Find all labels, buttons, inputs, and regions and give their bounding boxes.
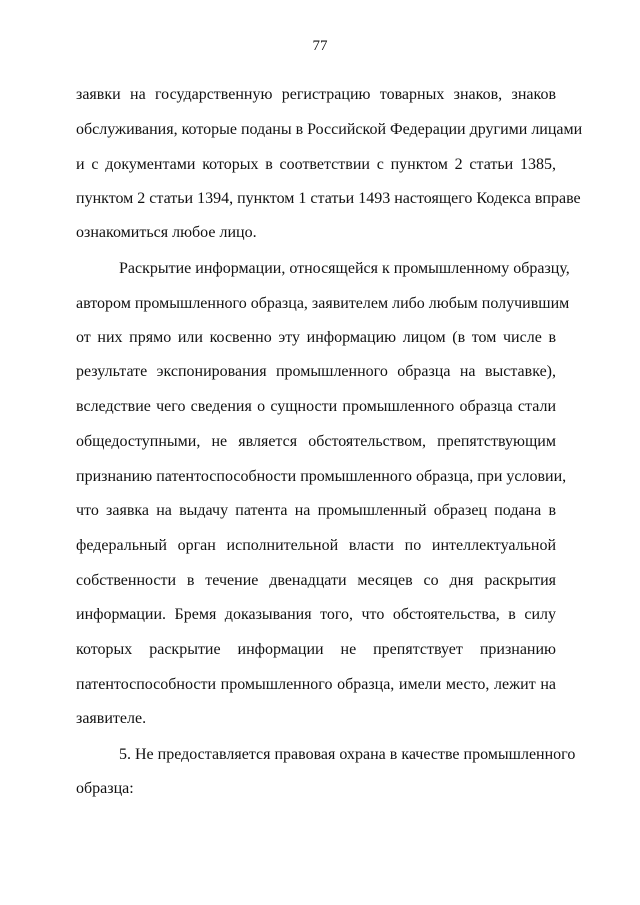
page-number: 77 — [312, 38, 328, 54]
text-line: вследствие чего сведения о сущности промышленного образца стали — [76, 398, 556, 415]
text-line: результате экспонирования промышленного образца на выставке), — [76, 363, 556, 380]
text-line: признанию патентоспособности промышленного образца, при условии, — [76, 468, 567, 485]
text-line: обслуживания, которые поданы в Российской Федерации другими лицами — [76, 121, 583, 138]
text-line: федеральный орган исполнительной власти по интеллектуальной — [76, 537, 556, 554]
text-line: ознакомиться любое лицо. — [76, 224, 257, 241]
text-line: от них прямо или косвенно эту информацию лицом (в том числе в — [76, 329, 556, 346]
text-line: заявки на государственную регистрацию товарных знаков, знаков — [76, 86, 556, 103]
text-line: общедоступными, не является обстоятельством, препятствующим — [76, 433, 556, 450]
text-line: образца: — [76, 780, 134, 797]
text-line: и с документами которых в соответствии с пунктом 2 статьи 1385, — [76, 156, 556, 173]
text-line: собственности в течение двенадцати месяцев со дня раскрытия — [76, 572, 556, 589]
text-line: заявителе. — [76, 710, 147, 727]
text-line: которых раскрытие информации не препятствует признанию — [76, 641, 556, 658]
text-line: пунктом 2 статьи 1394, пунктом 1 статьи 1493 настоящего Кодекса вправе — [76, 190, 581, 207]
text-line: Раскрытие информации, относящейся к промышленному образцу, — [119, 260, 570, 277]
text-line: что заявка на выдачу патента на промышленный образец подана в — [76, 502, 556, 519]
text-line: 5. Не предоставляется правовая охрана в качестве промышленного — [119, 746, 576, 763]
text-line: информации. Бремя доказывания того, что обстоятельства, в силу — [76, 606, 556, 623]
text-line: патентоспособности промышленного образца, имели место, лежит на — [76, 676, 556, 693]
text-line: автором промышленного образца, заявителем либо любым получившим — [76, 295, 570, 312]
